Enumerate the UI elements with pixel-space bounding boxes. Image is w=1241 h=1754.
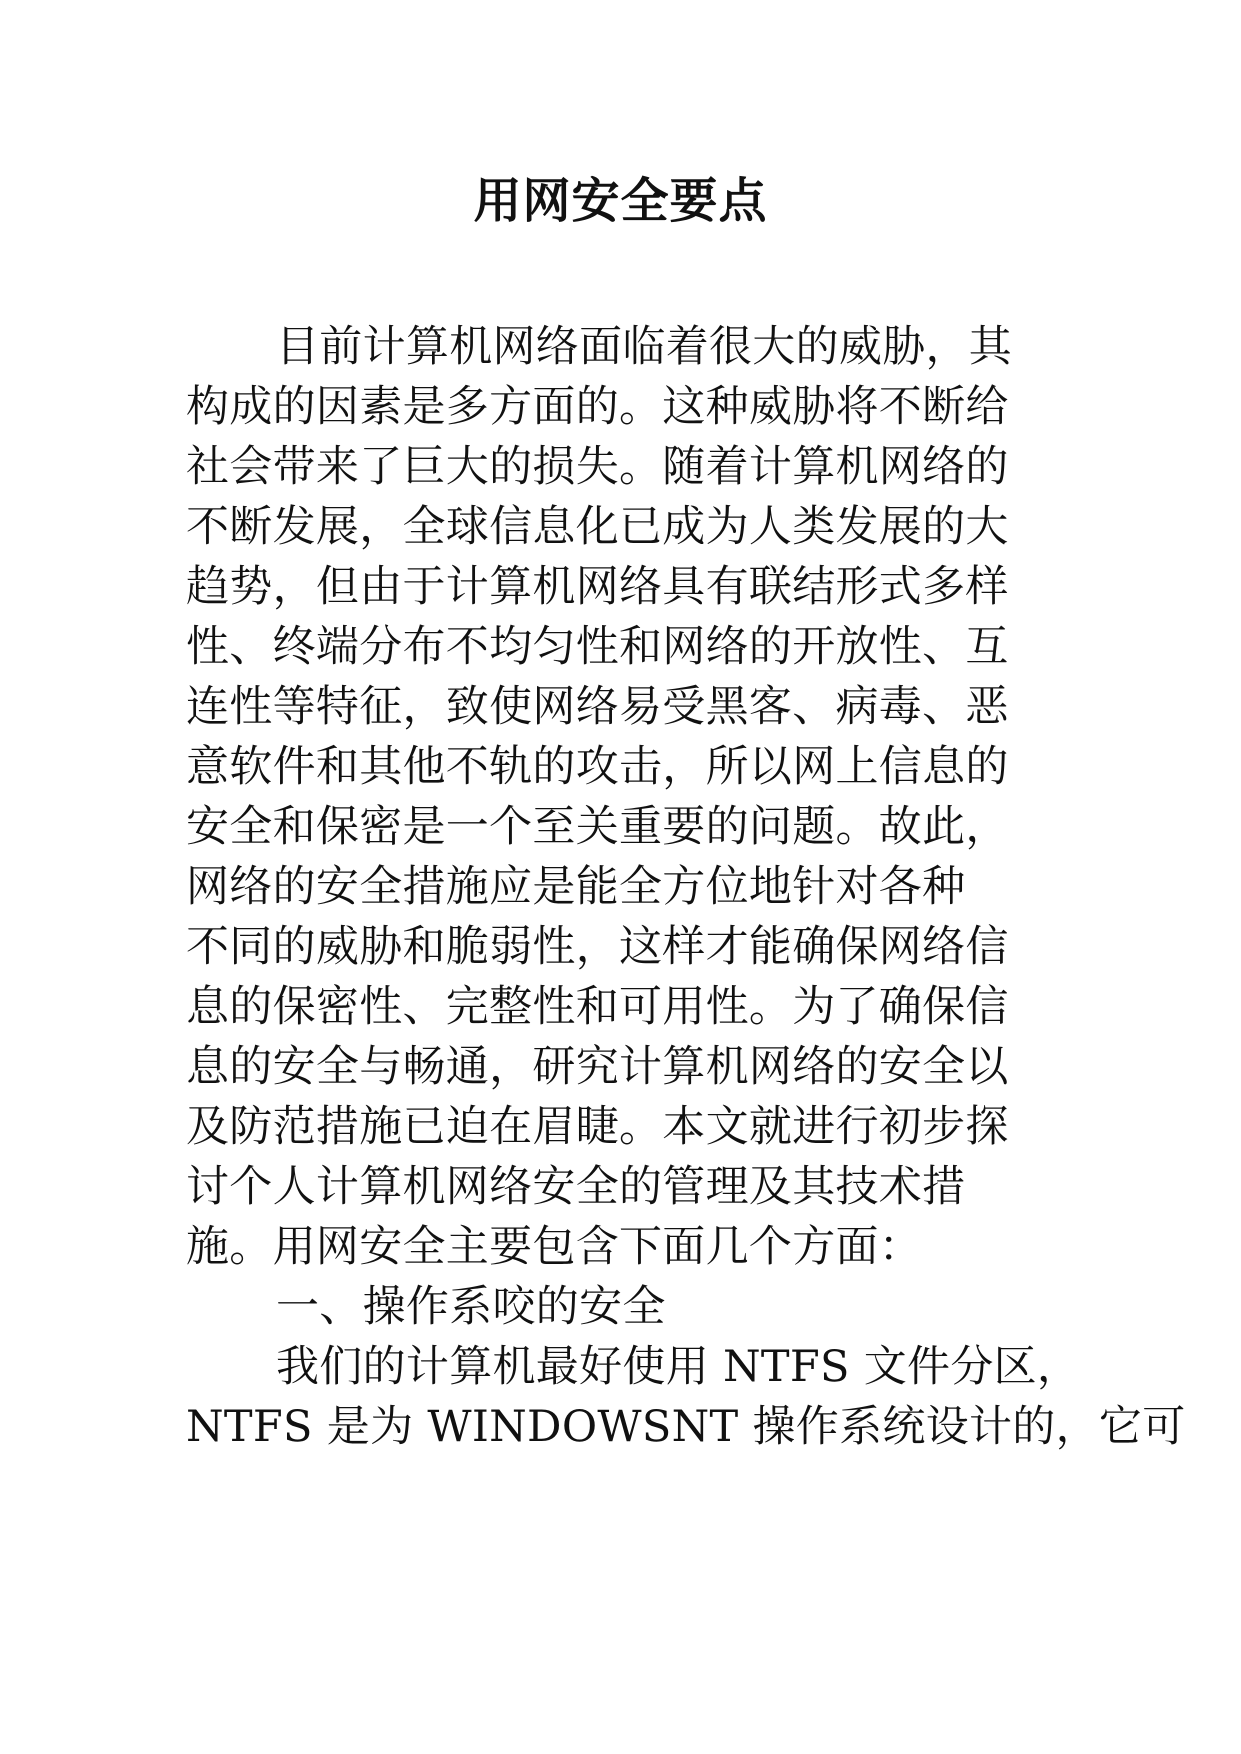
body-line: 我们的计算机最好使用 NTFS 文件分区， xyxy=(276,1342,1081,1392)
body-line: 连性等特征，致使网络易受黑客、病毒、恶 xyxy=(186,682,1009,732)
body-line: 趋势，但由于计算机网络具有联结形式多样 xyxy=(186,562,1009,612)
document-title: 用网安全要点 xyxy=(473,173,768,229)
body-line: 性、终端分布不均匀性和网络的开放性、互 xyxy=(186,622,1009,672)
body-line: 构成的因素是多方面的。这种威胁将不断给 xyxy=(186,382,1009,432)
body-line: 网络的安全措施应是能全方位地针对各种 xyxy=(186,862,966,912)
section-heading: 一、操作系咬的安全 xyxy=(276,1282,666,1332)
body-line: 不同的威胁和脆弱性，这样才能确保网络信 xyxy=(186,922,1009,972)
body-line: 及防范措施已迫在眉睫。本文就进行初步探 xyxy=(186,1102,1009,1152)
body-line: 息的安全与畅通，研究计算机网络的安全以 xyxy=(186,1042,1009,1092)
document-body xyxy=(186,317,1186,1457)
body-line: 施。用网安全主要包含下面几个方面： xyxy=(186,1222,923,1272)
body-line: 安全和保密是一个至关重要的问题。故此， xyxy=(186,802,1009,852)
body-line: NTFS 是为 WINDOWSNT 操作系统设计的，它可 xyxy=(186,1402,1186,1452)
body-line: 讨个人计算机网络安全的管理及其技术措 xyxy=(186,1162,966,1212)
body-line: 目前计算机网络面临着很大的威胁，其 xyxy=(276,322,1013,372)
body-line: 社会带来了巨大的损失。随着计算机网络的 xyxy=(186,442,1009,492)
body-line: 不断发展，全球信息化已成为人类发展的大 xyxy=(186,502,1009,552)
body-line: 意软件和其他不轨的攻击，所以网上信息的 xyxy=(186,742,1009,792)
body-line: 息的保密性、完整性和可用性。为了确保信 xyxy=(186,982,1009,1032)
